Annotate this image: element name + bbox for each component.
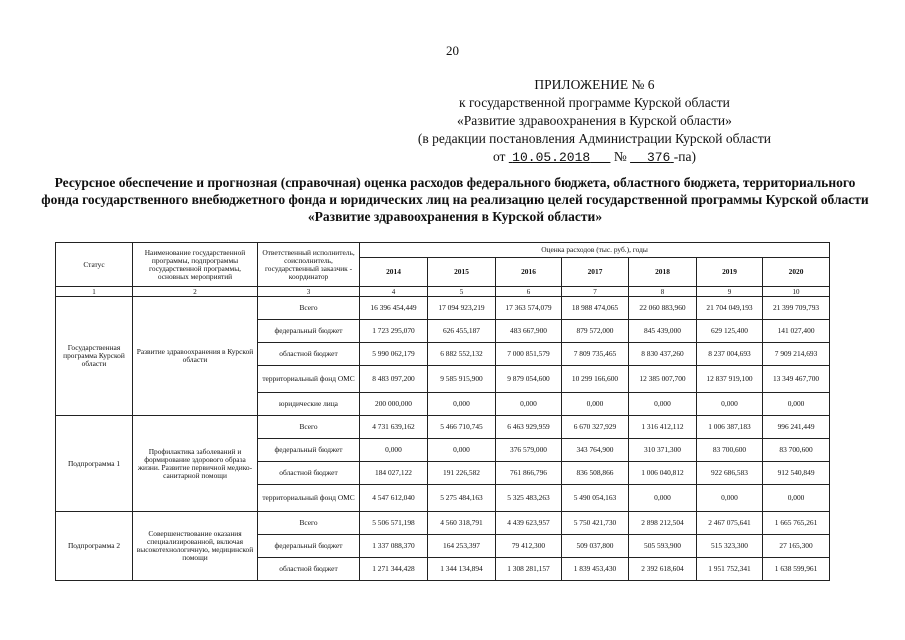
value-cell-2018: 8 830 437,260 xyxy=(629,343,697,366)
value-cell-2015: 6 882 552,132 xyxy=(428,343,496,366)
value-cell-2020: 13 349 467,700 xyxy=(763,366,830,393)
value-cell-2014: 1 271 344,428 xyxy=(360,558,428,581)
value-cell-2016: 4 439 623,957 xyxy=(496,512,562,535)
value-cell-2014: 4 547 612,040 xyxy=(360,485,428,512)
value-cell-2017: 6 670 327,929 xyxy=(562,416,629,439)
header-year-2019: 2019 xyxy=(697,258,763,287)
value-cell-2016: 17 363 574,079 xyxy=(496,297,562,320)
value-cell-2017: 1 839 453,430 xyxy=(562,558,629,581)
value-cell-2017: 7 809 735,465 xyxy=(562,343,629,366)
page-number: 20 xyxy=(446,43,459,58)
value-cell-2019: 1 006 387,183 xyxy=(697,416,763,439)
value-cell-2018: 1 316 412,112 xyxy=(629,416,697,439)
resource-table-wrapper xyxy=(55,242,829,581)
value-cell-2018: 505 593,900 xyxy=(629,535,697,558)
funding-source-cell: федеральный бюджет xyxy=(258,535,360,558)
value-cell-2019: 1 951 752,341 xyxy=(697,558,763,581)
value-cell-2016: 79 412,300 xyxy=(496,535,562,558)
number-suffix: -па) xyxy=(673,149,696,164)
funding-source-cell: федеральный бюджет xyxy=(258,320,360,343)
value-cell-2018: 2 898 212,504 xyxy=(629,512,697,535)
value-cell-2020: 996 241,449 xyxy=(763,416,830,439)
decree-date: 10.05.2018 xyxy=(512,150,591,165)
status-cell: Государственная программа Курской области xyxy=(56,297,133,416)
value-cell-2018: 0,000 xyxy=(629,485,697,512)
value-cell-2014: 200 000,000 xyxy=(360,393,428,416)
column-number-row xyxy=(56,287,830,297)
value-cell-2016: 0,000 xyxy=(496,393,562,416)
value-cell-2017: 343 764,900 xyxy=(562,439,629,462)
value-cell-2017: 879 572,000 xyxy=(562,320,629,343)
value-cell-2019: 0,000 xyxy=(697,485,763,512)
column-number-9: 9 xyxy=(697,287,763,297)
column-number-7: 7 xyxy=(562,287,629,297)
table-row xyxy=(56,512,830,535)
value-cell-2020: 83 700,600 xyxy=(763,439,830,462)
column-number-10: 10 xyxy=(763,287,830,297)
value-cell-2015: 0,000 xyxy=(428,439,496,462)
funding-source-cell: федеральный бюджет xyxy=(258,439,360,462)
funding-source-cell: областной бюджет xyxy=(258,558,360,581)
value-cell-2014: 16 396 454,449 xyxy=(360,297,428,320)
column-number-8: 8 xyxy=(629,287,697,297)
value-cell-2017: 18 988 474,065 xyxy=(562,297,629,320)
program-name-cell: Развитие здравоохранения в Курской области xyxy=(133,297,258,416)
value-cell-2014: 1 723 295,070 xyxy=(360,320,428,343)
appendix-line-3: (в редакции постановления Администрации Курской области xyxy=(417,131,771,146)
value-cell-2015: 4 560 318,791 xyxy=(428,512,496,535)
header-estimate: Оценка расходов (тыс. руб.), годы xyxy=(360,243,830,258)
header-year-2017: 2017 xyxy=(562,258,629,287)
value-cell-2018: 22 060 883,960 xyxy=(629,297,697,320)
value-cell-2018: 2 392 618,604 xyxy=(629,558,697,581)
header-program-name: Наименование государственной программы, подпрограммы государственной программы, основных мероприятий xyxy=(133,243,258,287)
header-responsible: Ответственный исполнитель, соисполнитель, государственный заказчик - координатор xyxy=(258,243,360,287)
program-name-cell: Профилактика заболеваний и формирование здорового образа жизни. Развитие первичной медико-санитарной помощи xyxy=(133,416,258,512)
value-cell-2015: 1 344 134,894 xyxy=(428,558,496,581)
value-cell-2015: 626 455,187 xyxy=(428,320,496,343)
appendix-date-line xyxy=(418,148,771,167)
value-cell-2014: 0,000 xyxy=(360,439,428,462)
value-cell-2014: 184 027,122 xyxy=(360,462,428,485)
header-year-2018: 2018 xyxy=(629,258,697,287)
value-cell-2020: 27 165,300 xyxy=(763,535,830,558)
appendix-header xyxy=(418,76,771,167)
appendix-line-2: «Развитие здравоохранения в Курской области» xyxy=(457,113,732,128)
value-cell-2014: 4 731 639,162 xyxy=(360,416,428,439)
value-cell-2019: 21 704 049,193 xyxy=(697,297,763,320)
value-cell-2015: 5 275 484,163 xyxy=(428,485,496,512)
value-cell-2014: 1 337 088,370 xyxy=(360,535,428,558)
value-cell-2017: 0,000 xyxy=(562,393,629,416)
value-cell-2016: 1 308 281,157 xyxy=(496,558,562,581)
column-number-6: 6 xyxy=(496,287,562,297)
value-cell-2016: 5 325 483,263 xyxy=(496,485,562,512)
value-cell-2020: 1 665 765,261 xyxy=(763,512,830,535)
table-row xyxy=(56,297,830,320)
table-row xyxy=(56,416,830,439)
value-cell-2019: 2 467 075,641 xyxy=(697,512,763,535)
value-cell-2014: 5 506 571,198 xyxy=(360,512,428,535)
header-year-2016: 2016 xyxy=(496,258,562,287)
value-cell-2017: 509 037,800 xyxy=(562,535,629,558)
resource-table xyxy=(55,242,830,581)
value-cell-2019: 12 837 919,100 xyxy=(697,366,763,393)
value-cell-2020: 912 540,849 xyxy=(763,462,830,485)
header-year-2020: 2020 xyxy=(763,258,830,287)
value-cell-2019: 515 323,300 xyxy=(697,535,763,558)
funding-source-cell: территориальный фонд ОМС xyxy=(258,366,360,393)
funding-source-cell: Всего xyxy=(258,512,360,535)
header-year-2014: 2014 xyxy=(360,258,428,287)
value-cell-2016: 376 579,000 xyxy=(496,439,562,462)
value-cell-2019: 629 125,400 xyxy=(697,320,763,343)
decree-number: 376 xyxy=(646,150,671,165)
value-cell-2016: 761 866,796 xyxy=(496,462,562,485)
value-cell-2015: 9 585 915,900 xyxy=(428,366,496,393)
value-cell-2019: 8 237 004,693 xyxy=(697,343,763,366)
column-number-4: 4 xyxy=(360,287,428,297)
number-prefix: № xyxy=(613,149,627,164)
value-cell-2019: 83 700,600 xyxy=(697,439,763,462)
date-prefix: от xyxy=(492,149,506,164)
value-cell-2014: 8 483 097,200 xyxy=(360,366,428,393)
program-name-cell: Совершенствование оказания специализированной, включая высокотехнологичную, медицинской помощи xyxy=(133,512,258,581)
document-title: Ресурсное обеспечение и прогнозная (справочная) оценка расходов федерального бюджета, областного бюджета, территориального фонда государственного внебюджетного фонда и юридических лиц на реализацию целей государственной программы Курской области «Развитие здравоохранения в Курской области» xyxy=(41,175,869,224)
value-cell-2018: 310 371,300 xyxy=(629,439,697,462)
funding-source-cell: областной бюджет xyxy=(258,343,360,366)
value-cell-2016: 6 463 929,959 xyxy=(496,416,562,439)
value-cell-2017: 836 508,866 xyxy=(562,462,629,485)
funding-source-cell: Всего xyxy=(258,416,360,439)
value-cell-2020: 7 909 214,693 xyxy=(763,343,830,366)
column-number-1: 1 xyxy=(56,287,133,297)
header-year-2015: 2015 xyxy=(428,258,496,287)
value-cell-2018: 845 439,000 xyxy=(629,320,697,343)
value-cell-2017: 5 490 054,163 xyxy=(562,485,629,512)
value-cell-2015: 191 226,582 xyxy=(428,462,496,485)
value-cell-2020: 0,000 xyxy=(763,485,830,512)
value-cell-2017: 5 750 421,730 xyxy=(562,512,629,535)
value-cell-2019: 922 686,583 xyxy=(697,462,763,485)
appendix-heading: ПРИЛОЖЕНИЕ № 6 xyxy=(534,77,655,92)
value-cell-2018: 12 385 007,700 xyxy=(629,366,697,393)
status-cell: Подпрограмма 1 xyxy=(56,416,133,512)
value-cell-2020: 1 638 599,961 xyxy=(763,558,830,581)
value-cell-2016: 9 879 054,600 xyxy=(496,366,562,393)
value-cell-2018: 0,000 xyxy=(629,393,697,416)
column-number-3: 3 xyxy=(258,287,360,297)
header-status: Статус xyxy=(56,243,133,287)
funding-source-cell: областной бюджет xyxy=(258,462,360,485)
value-cell-2014: 5 990 062,179 xyxy=(360,343,428,366)
column-number-5: 5 xyxy=(428,287,496,297)
value-cell-2020: 21 399 709,793 xyxy=(763,297,830,320)
funding-source-cell: Всего xyxy=(258,297,360,320)
funding-source-cell: юридические лица xyxy=(258,393,360,416)
value-cell-2016: 7 000 851,579 xyxy=(496,343,562,366)
value-cell-2020: 0,000 xyxy=(763,393,830,416)
column-number-2: 2 xyxy=(133,287,258,297)
status-cell: Подпрограмма 2 xyxy=(56,512,133,581)
appendix-line-1: к государственной программе Курской области xyxy=(459,95,730,110)
value-cell-2015: 17 094 923,219 xyxy=(428,297,496,320)
value-cell-2015: 0,000 xyxy=(428,393,496,416)
value-cell-2020: 141 027,400 xyxy=(763,320,830,343)
table-body xyxy=(56,297,830,581)
value-cell-2015: 5 466 710,745 xyxy=(428,416,496,439)
value-cell-2018: 1 006 040,812 xyxy=(629,462,697,485)
value-cell-2015: 164 253,397 xyxy=(428,535,496,558)
value-cell-2016: 483 667,900 xyxy=(496,320,562,343)
value-cell-2017: 10 299 166,600 xyxy=(562,366,629,393)
value-cell-2019: 0,000 xyxy=(697,393,763,416)
funding-source-cell: территориальный фонд ОМС xyxy=(258,485,360,512)
